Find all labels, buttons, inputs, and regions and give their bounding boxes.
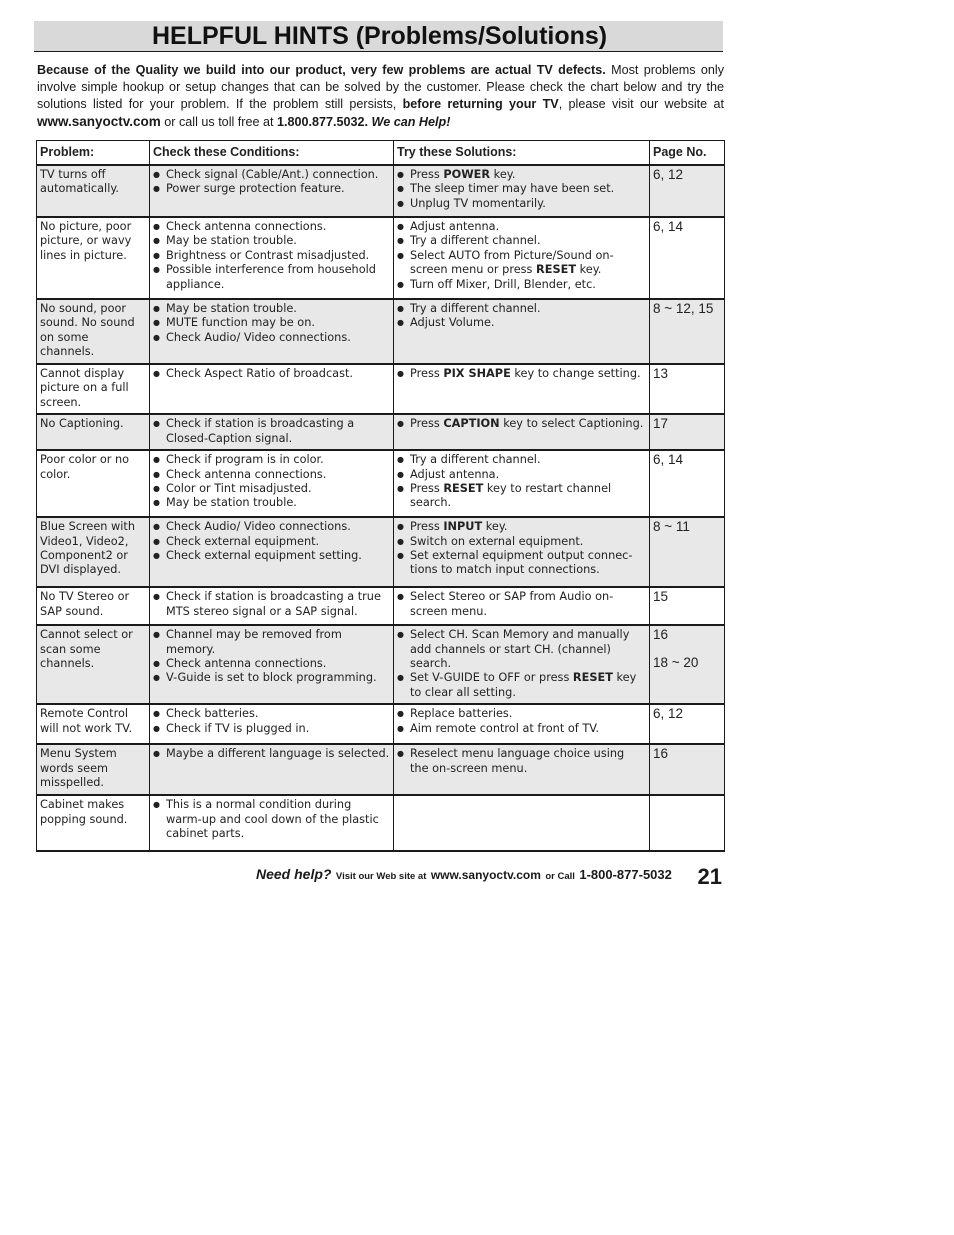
hints-table	[36, 140, 725, 852]
solution-item: ● Select Stereo or SAP from Audio on-screen menu.	[397, 590, 646, 619]
page-ref: 13	[653, 366, 669, 381]
solutions-cell	[394, 625, 650, 704]
table-row	[37, 450, 725, 517]
page-cell	[650, 587, 725, 625]
solution-item: ● Unplug TV momentarily.	[397, 197, 646, 211]
conditions-cell	[150, 795, 394, 851]
solution-item: ● Press RESET key to restart channel search.	[397, 482, 646, 511]
page-ref: 16	[653, 627, 669, 643]
conditions-cell	[150, 165, 394, 217]
solution-item: ● Try a different channel.	[397, 234, 646, 248]
solution-item: ● The sleep timer may have been set.	[397, 182, 646, 196]
condition-item: ● Check external equipment setting.	[153, 549, 390, 563]
solutions-list	[397, 520, 646, 578]
problem-cell: No picture, poor picture, or wavy lines in picture.	[37, 217, 150, 299]
solution-item: ● Set V-GUIDE to OFF or press RESET key to clear all setting.	[397, 671, 646, 700]
solutions-cell	[394, 299, 650, 364]
problem-cell: Poor color or no color.	[37, 450, 150, 517]
table-row	[37, 625, 725, 704]
condition-item: ● Check if station is broadcasting a true MTS stereo signal or a SAP signal.	[153, 590, 390, 619]
condition-item: ● Check antenna connections.	[153, 220, 390, 234]
header-page-no: Page No.	[650, 141, 725, 166]
conditions-cell	[150, 517, 394, 587]
conditions-list	[153, 367, 390, 381]
intro-bold-lead: Because of the Quality we build into our product, very few problems are actual TV defects.	[37, 63, 606, 77]
page-ref: 6, 12	[653, 706, 684, 722]
conditions-list	[153, 302, 390, 345]
conditions-cell	[150, 217, 394, 299]
solutions-cell	[394, 744, 650, 795]
conditions-cell	[150, 450, 394, 517]
condition-item: ● Check antenna connections.	[153, 468, 390, 482]
solutions-list	[397, 302, 646, 331]
problem-cell: Cannot display picture on a full screen.	[37, 364, 150, 414]
solutions-list	[397, 628, 646, 700]
problem-cell: Remote Control will not work TV.	[37, 704, 150, 744]
table-row	[37, 795, 725, 851]
conditions-list	[153, 798, 390, 841]
page-cell	[650, 450, 725, 517]
title-bar	[34, 21, 723, 52]
condition-item: ● Check antenna connections.	[153, 657, 390, 671]
page-cell	[650, 299, 725, 364]
condition-item: ● Check batteries.	[153, 707, 390, 721]
condition-item: ● Check if station is broadcasting a Closed-Caption signal.	[153, 417, 390, 446]
page-cell	[650, 625, 725, 704]
solutions-list	[397, 747, 646, 776]
header-problem: Problem:	[37, 141, 150, 166]
solutions-cell	[394, 165, 650, 217]
conditions-list	[153, 747, 390, 761]
page-ref: 8 ~ 11	[653, 519, 690, 535]
solution-item: ● Reselect menu language choice using the on-screen menu.	[397, 747, 646, 776]
conditions-list	[153, 220, 390, 292]
page-ref: 16	[653, 746, 669, 762]
condition-item: ● Check external equipment.	[153, 535, 390, 549]
condition-item: ● Check Aspect Ratio of broadcast.	[153, 367, 390, 381]
problem-cell: Menu System words seem misspelled.	[37, 744, 150, 795]
solutions-cell	[394, 217, 650, 299]
solution-item: ● Press INPUT key.	[397, 520, 646, 534]
condition-item: ● Check signal (Cable/Ant.) connection.	[153, 168, 390, 182]
solutions-cell	[394, 450, 650, 517]
solutions-list	[397, 707, 646, 736]
problem-cell: No sound, poor sound. No sound on some channels.	[37, 299, 150, 364]
conditions-list	[153, 707, 390, 736]
condition-item: ● Power surge protection feature.	[153, 182, 390, 196]
page-ref: 15	[653, 589, 669, 605]
table-row	[37, 587, 725, 625]
conditions-cell	[150, 364, 394, 414]
table-row	[37, 704, 725, 744]
condition-item: ● Color or Tint misadjusted.	[153, 482, 390, 496]
conditions-list	[153, 520, 390, 563]
solutions-cell	[394, 795, 650, 851]
solutions-list	[397, 220, 646, 292]
table-header-row	[37, 141, 725, 166]
table-body	[37, 165, 725, 851]
conditions-list	[153, 590, 390, 619]
conditions-cell	[150, 744, 394, 795]
problem-cell: Blue Screen with Video1, Video2, Component2 or DVI displayed.	[37, 517, 150, 587]
footer-phone: 1-800-877-5032	[579, 867, 672, 882]
condition-item: ● May be station trouble.	[153, 496, 390, 510]
solutions-cell	[394, 517, 650, 587]
conditions-list	[153, 168, 390, 197]
header-solutions: Try these Solutions:	[394, 141, 650, 166]
problem-cell: Cabinet makes popping sound.	[37, 795, 150, 851]
table-row	[37, 744, 725, 795]
conditions-cell	[150, 414, 394, 450]
page-cell	[650, 704, 725, 744]
table-row	[37, 364, 725, 414]
conditions-list	[153, 453, 390, 511]
solution-item: ● Adjust antenna.	[397, 468, 646, 482]
page-cell	[650, 744, 725, 795]
intro-bold-mid: before returning your TV	[402, 97, 559, 111]
page-ref: 6, 12	[653, 167, 684, 182]
problem-cell: No TV Stereo or SAP sound.	[37, 587, 150, 625]
solutions-list	[397, 367, 646, 381]
footer-need-help: Need help?	[256, 866, 332, 882]
intro-tagline: We can Help!	[371, 115, 451, 129]
solutions-cell	[394, 704, 650, 744]
solution-item: ● Try a different channel.	[397, 453, 646, 467]
conditions-list	[153, 417, 390, 446]
solutions-cell	[394, 364, 650, 414]
solutions-list	[397, 417, 646, 431]
conditions-cell	[150, 299, 394, 364]
solutions-cell	[394, 414, 650, 450]
condition-item: ● May be station trouble.	[153, 234, 390, 248]
page-cell	[650, 795, 725, 851]
header-conditions: Check these Conditions:	[150, 141, 394, 166]
footer	[256, 866, 722, 892]
intro-website: www.sanyoctv.com	[37, 114, 161, 129]
table-row	[37, 165, 725, 217]
page-cell	[650, 217, 725, 299]
problem-cell: Cannot select or scan some channels.	[37, 625, 150, 704]
condition-item: ● MUTE function may be on.	[153, 316, 390, 330]
condition-item: ● Possible interference from household appliance.	[153, 263, 390, 292]
table-row	[37, 299, 725, 364]
intro-text-1: Most problems only involve simple hookup or setup changes that can be solved by the customer. Please check the chart below and try the solutions listed for your problem. If the problem still persists,	[37, 63, 724, 111]
conditions-cell	[150, 587, 394, 625]
solutions-cell	[394, 587, 650, 625]
intro-phone: 1.800.877.5032.	[277, 115, 369, 129]
solution-item: ● Select AUTO from Picture/Sound on-screen menu or press RESET key.	[397, 249, 646, 278]
solution-item: ● Switch on external equipment.	[397, 535, 646, 549]
solution-item: ● Aim remote control at front of TV.	[397, 722, 646, 736]
solution-item: ● Press PIX SHAPE key to change setting.	[397, 367, 646, 381]
page-number: 21	[697, 864, 722, 889]
page-cell	[650, 517, 725, 587]
intro-paragraph	[37, 62, 724, 131]
page-ref: 6, 14	[653, 219, 684, 234]
problem-cell: TV turns off automatically.	[37, 165, 150, 217]
table-row	[37, 217, 725, 299]
condition-item: ● V-Guide is set to block programming.	[153, 671, 390, 685]
problem-cell: No Captioning.	[37, 414, 150, 450]
table-row	[37, 414, 725, 450]
conditions-cell	[150, 704, 394, 744]
intro-text-2: , please visit our website at	[558, 97, 725, 111]
solution-item: ● Adjust antenna.	[397, 220, 646, 234]
solution-item: ● Adjust Volume.	[397, 316, 646, 330]
solutions-list	[397, 453, 646, 511]
page-cell	[650, 414, 725, 450]
page-ref: 17	[653, 416, 669, 432]
condition-item: ● Channel may be removed from memory.	[153, 628, 390, 657]
condition-item: ● Check if TV is plugged in.	[153, 722, 390, 736]
solution-item: ● Press POWER key.	[397, 168, 646, 182]
solutions-list	[397, 168, 646, 211]
footer-website: www.sanyoctv.com	[430, 868, 541, 882]
solution-item: ● Set external equipment output connec- tions to match input connections.	[397, 549, 646, 578]
page-cell	[650, 165, 725, 217]
condition-item: ● May be station trouble.	[153, 302, 390, 316]
condition-item: ● This is a normal condition during warm-up and cool down of the plastic cabinet parts.	[153, 798, 390, 841]
condition-item: ● Check Audio/ Video connections.	[153, 331, 390, 345]
page-title: HELPFUL HINTS (Problems/Solutions)	[152, 22, 608, 50]
condition-item: ● Check Audio/ Video connections.	[153, 520, 390, 534]
solution-item: ● Press CAPTION key to select Captioning.	[397, 417, 646, 431]
page-ref: 8 ~ 12, 15	[653, 301, 714, 316]
intro-text-3: or call us toll free at	[160, 115, 277, 129]
page-cell	[650, 364, 725, 414]
page-ref: 18 ~ 20	[653, 654, 699, 670]
conditions-list	[153, 628, 390, 686]
footer-or-call: or Call	[545, 871, 575, 882]
solution-item: ● Turn off Mixer, Drill, Blender, etc.	[397, 278, 646, 292]
condition-item: ● Maybe a different language is selected.	[153, 747, 390, 761]
page-ref: 6, 14	[653, 452, 684, 468]
solution-item: ● Replace batteries.	[397, 707, 646, 721]
conditions-cell	[150, 625, 394, 704]
footer-visit-text: Visit our Web site at	[335, 871, 427, 882]
condition-item: ● Check if program is in color.	[153, 453, 390, 467]
solution-item: ● Select CH. Scan Memory and manually add channels or start CH. (channel) search.	[397, 628, 646, 671]
solutions-list	[397, 590, 646, 619]
condition-item: ● Brightness or Contrast misadjusted.	[153, 249, 390, 263]
table-row	[37, 517, 725, 587]
solution-item: ● Try a different channel.	[397, 302, 646, 316]
